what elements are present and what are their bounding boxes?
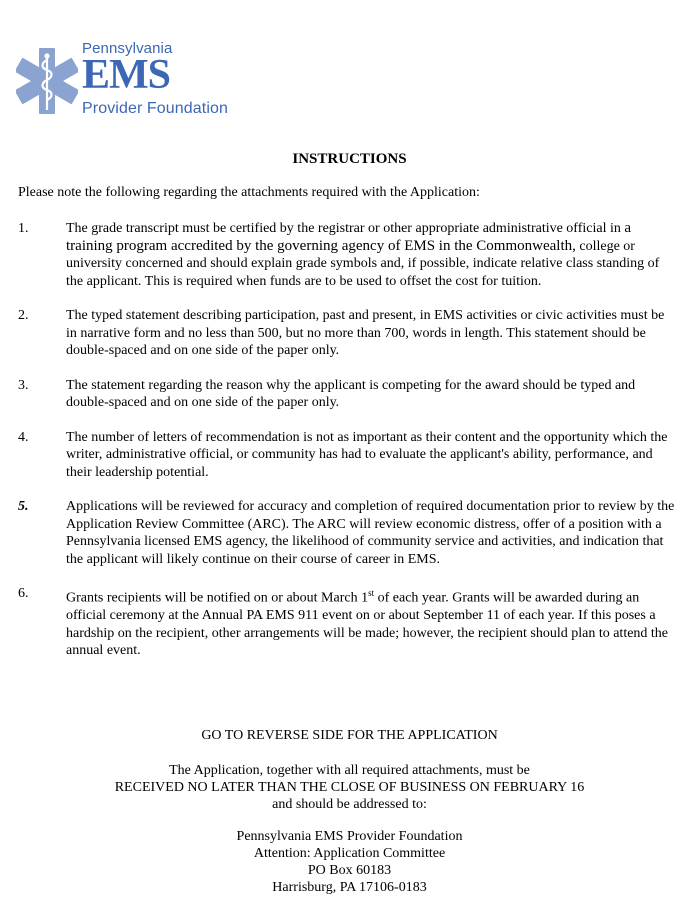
logo-provider-foundation: Provider Foundation bbox=[82, 100, 228, 117]
item-text-part: a training program accredited by the governing agency of EMS in the Commonwealth, bbox=[66, 220, 632, 254]
mailing-address bbox=[0, 828, 699, 896]
address-line: PO Box 60183 bbox=[307, 863, 392, 878]
item-number: 5. bbox=[18, 499, 29, 514]
logo-ems: EMS bbox=[82, 52, 171, 98]
address-line: Harrisburg, PA 17106-0183 bbox=[272, 880, 427, 895]
superscript: st bbox=[368, 588, 375, 598]
item-number: 1. bbox=[18, 221, 29, 236]
intro-text: Please note the following regarding the attachments required with the Application: bbox=[18, 185, 480, 200]
item-text: The number of letters of recommendation is not as important as their content and the opportunity which the writer, administrative official, or community has had to evaluate the applicant's ability, performance, and their leadership potential. bbox=[66, 429, 668, 480]
item-text-part: Grants recipients will be notified on or about March 1 bbox=[66, 590, 369, 606]
deadline-block bbox=[0, 762, 699, 813]
item-text: The statement regarding the reason why the applicant is competing for the award should be typed and double-spaced and on one side of the paper only. bbox=[66, 377, 636, 410]
item-text-part: of each year. Grants will be awarded during an official ceremony at the Annual PA EMS 911 event on or about September 11 of each year. If this poses a hardship on the recipient, other arrangements will be made; however, the recipient should plan to attend the annual event. bbox=[66, 590, 669, 659]
list-item bbox=[18, 429, 678, 482]
item-number: 2. bbox=[18, 308, 29, 323]
deadline-line: The Application, together with all required attachments, must be bbox=[169, 763, 530, 778]
reverse-side-note: GO TO REVERSE SIDE FOR THE APPLICATION bbox=[201, 728, 498, 743]
deadline-line: RECEIVED NO LATER THAN THE CLOSE OF BUSINESS ON FEBRUARY 16 bbox=[114, 780, 585, 795]
star-of-life-icon bbox=[16, 46, 78, 116]
item-text-part: The grade transcript must be certified by the registrar or other appropriate administrative official in bbox=[66, 221, 621, 236]
item-text-part: college or university concerned and should explain grade symbols and, if possible, indicate relative class standing of the applicant. This is required when funds are to be used to offset the cost for tuition. bbox=[66, 238, 660, 289]
deadline-line: and should be addressed to: bbox=[272, 797, 427, 812]
address-line: Attention: Application Committee bbox=[253, 846, 446, 861]
address-line: Pennsylvania EMS Provider Foundation bbox=[236, 829, 463, 844]
instruction-list bbox=[18, 220, 678, 677]
list-item bbox=[18, 220, 678, 290]
logo-pennsylvania: Pennsylvania bbox=[82, 40, 173, 57]
item-number: 3. bbox=[18, 377, 29, 393]
foundation-logo bbox=[16, 40, 256, 120]
list-item bbox=[18, 498, 678, 568]
list-item bbox=[18, 307, 678, 360]
item-text bbox=[66, 585, 678, 660]
item-text: Applications will be reviewed for accuracy and completion of required documentation prior to review by the Application Review Committee (ARC). The ARC will review economic distress, offer of a position with a Pennsylvania licensed EMS agency, the likelihood of community service and activities, and indication that the applicant will likely continue on their course of career in EMS. bbox=[66, 499, 675, 567]
item-text: The typed statement describing participation, past and present, in EMS activities or civic activities must be in narrative form and no less than 500, but no more than 700, words in length. This statement should be double-spaced and on one side of the paper only. bbox=[66, 308, 665, 358]
item-number: 4. bbox=[18, 429, 29, 445]
list-item bbox=[18, 377, 678, 412]
item-number: 6. bbox=[18, 586, 29, 601]
page-title: INSTRUCTIONS bbox=[292, 151, 407, 167]
list-item bbox=[18, 585, 678, 660]
item-text bbox=[66, 220, 678, 290]
